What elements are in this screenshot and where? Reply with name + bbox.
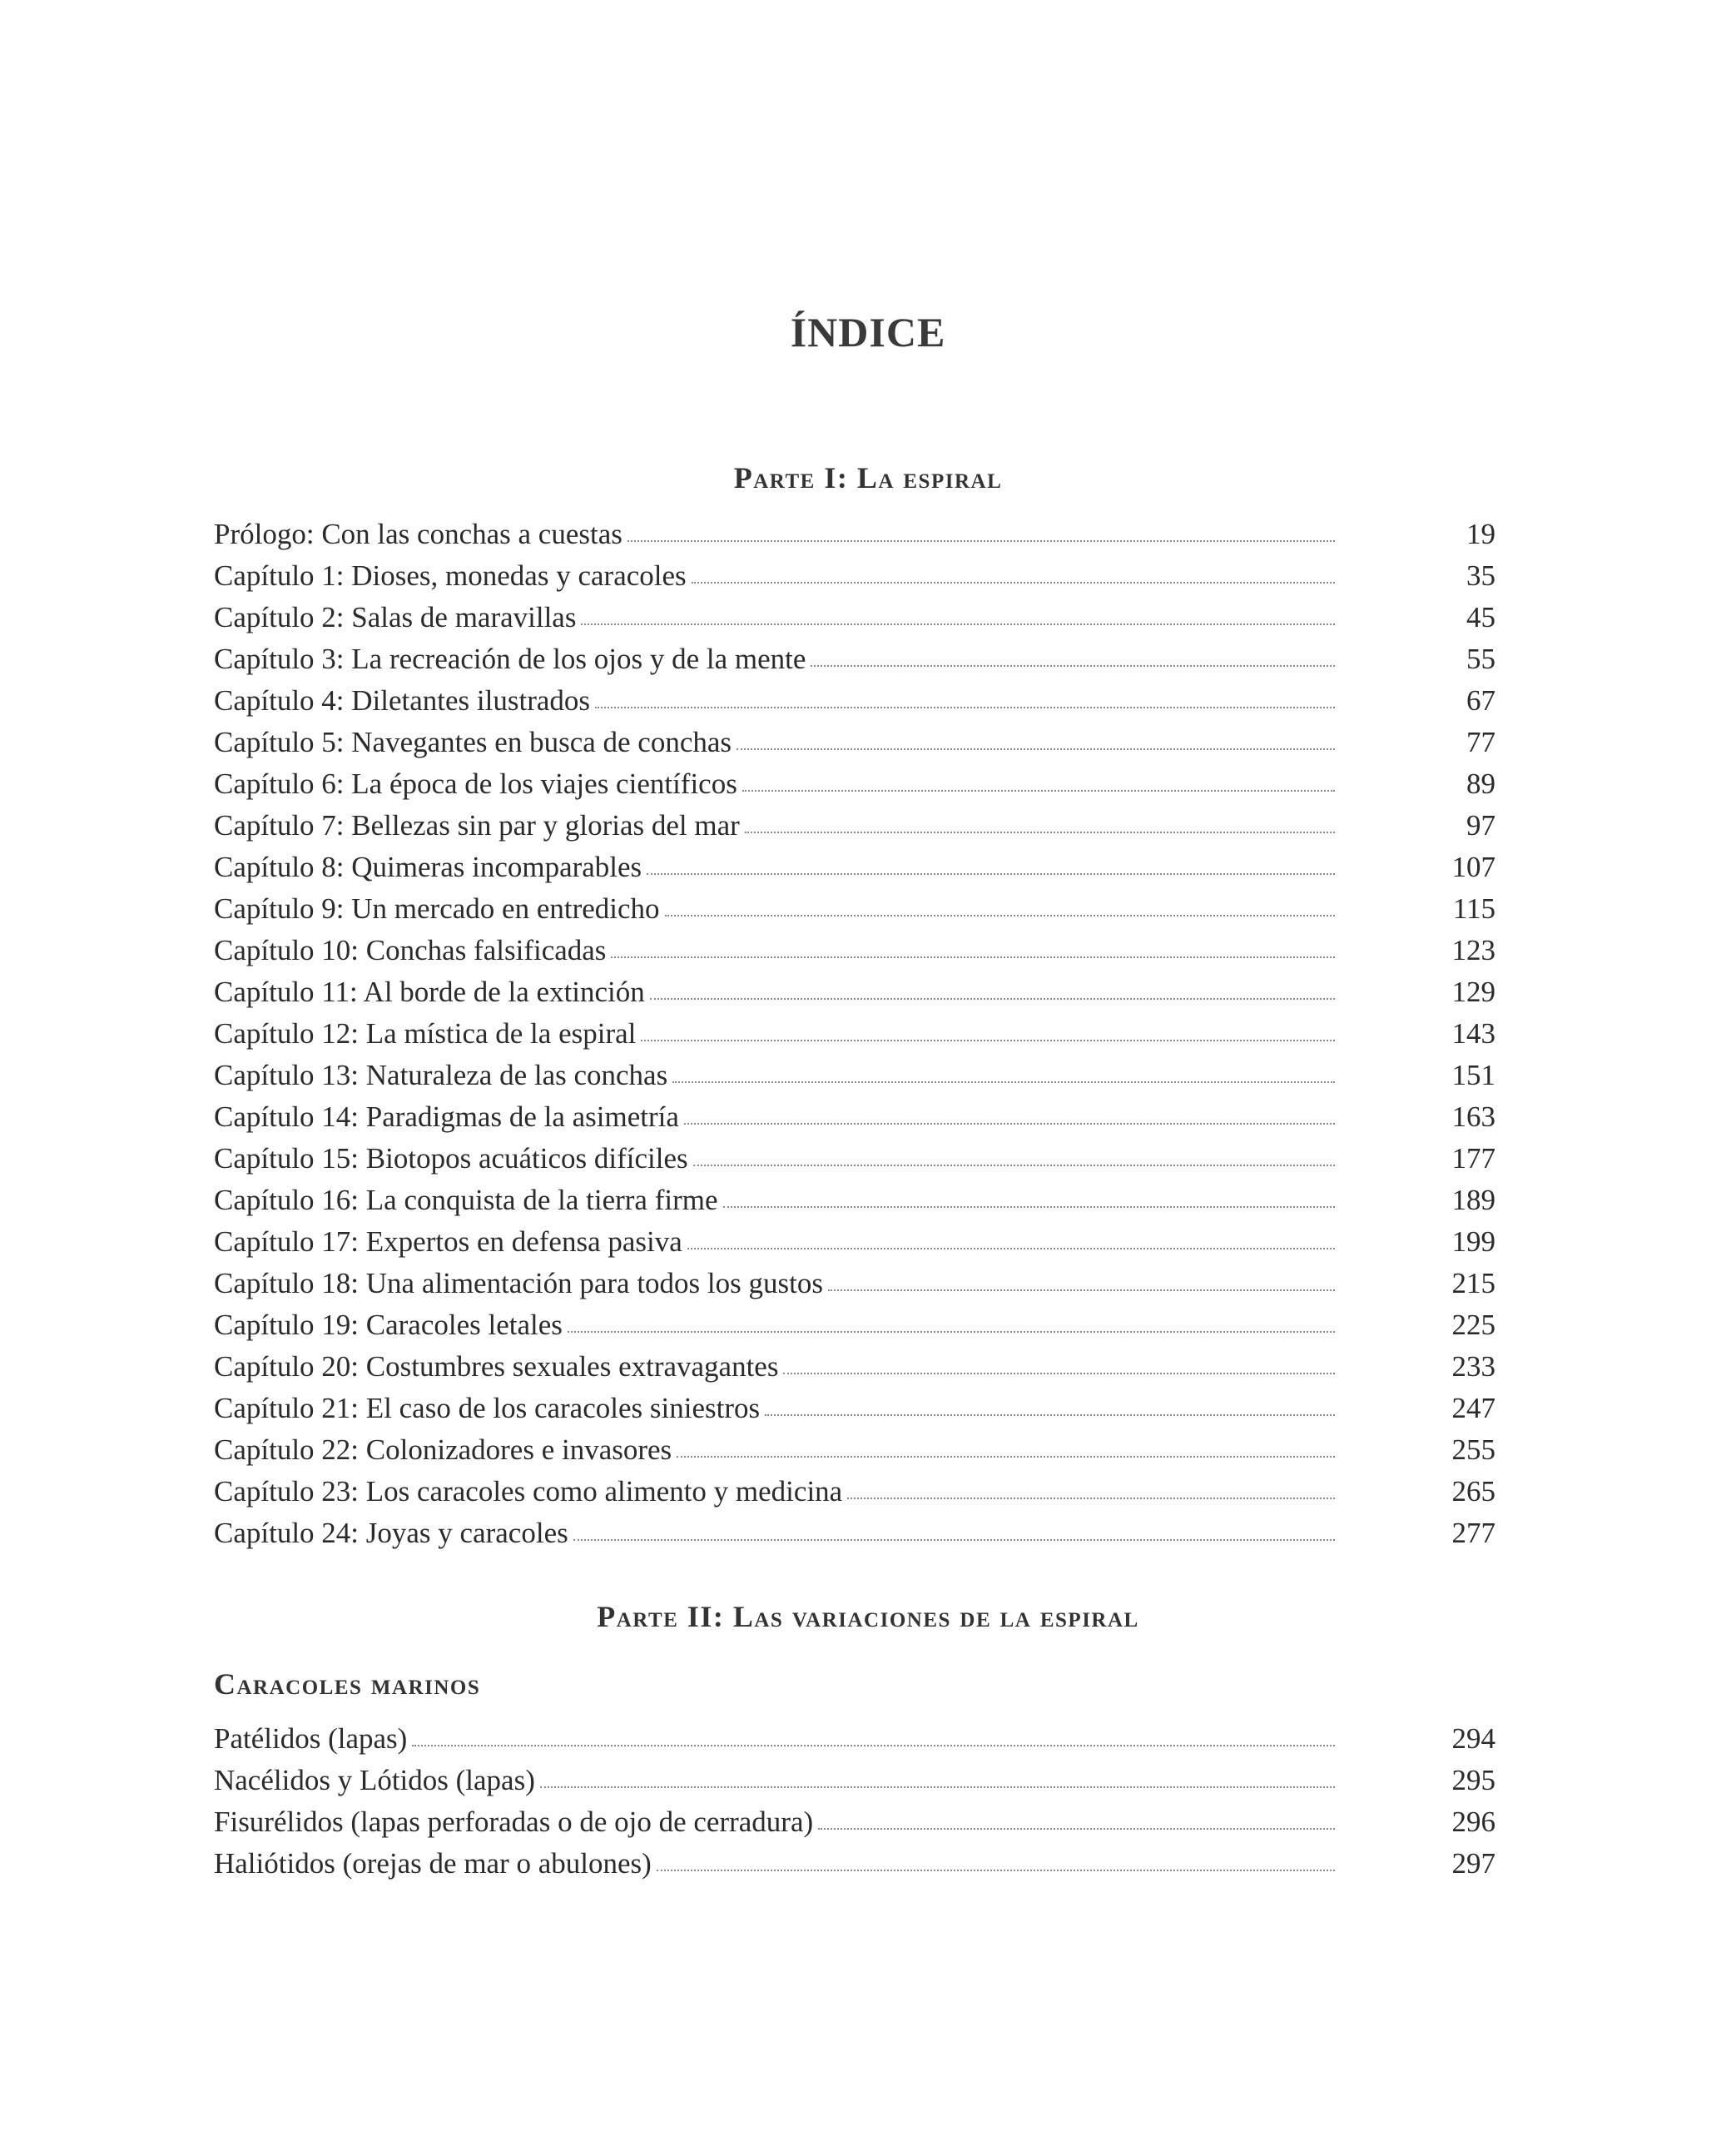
toc-entry [214, 1760, 1495, 1801]
dot-leader [745, 832, 1335, 833]
toc-entry-page-number: 19 [1466, 518, 1495, 550]
toc-entry [214, 1346, 1495, 1388]
toc-entry-title: Capítulo 15: Biotopos acuáticos difíciles [214, 1142, 688, 1175]
toc-entry [214, 1429, 1495, 1471]
toc-entry-page-number: 77 [1466, 726, 1495, 758]
toc-entry-page-number: 151 [1451, 1059, 1495, 1091]
dot-leader [568, 1331, 1335, 1333]
toc-entry-title: Capítulo 2: Salas de maravillas [214, 601, 577, 633]
dot-leader [540, 1786, 1335, 1788]
toc-entry-title: Capítulo 23: Los caracoles como alimento y medicina [214, 1475, 843, 1508]
toc-entry-page-number: 294 [1451, 1722, 1495, 1755]
toc-entry-title: Capítulo 20: Costumbres sexuales extravagantes [214, 1350, 779, 1383]
toc-entry-page-number: 277 [1451, 1517, 1495, 1549]
toc-entry-title: Capítulo 6: La época de los viajes científicos [214, 767, 737, 800]
toc-entry [214, 1013, 1495, 1055]
dot-leader [672, 1081, 1335, 1083]
dot-leader [657, 1870, 1335, 1871]
toc-entry-page-number: 247 [1451, 1392, 1495, 1424]
dot-leader [627, 540, 1335, 542]
toc-entry [214, 930, 1495, 971]
dot-leader [684, 1123, 1335, 1125]
toc-entry [214, 1471, 1495, 1513]
dot-leader [641, 1040, 1335, 1041]
toc-entry-page-number: 297 [1451, 1847, 1495, 1880]
toc-entry [214, 555, 1495, 597]
toc-entry [214, 1304, 1495, 1346]
toc-entry-title: Capítulo 16: La conquista de la tierra firme [214, 1184, 718, 1216]
dot-leader [818, 1828, 1335, 1830]
part-1-heading: Parte I: La espiral [733, 461, 1003, 494]
toc-entry [214, 1843, 1495, 1885]
toc-entry-page-number: 255 [1451, 1433, 1495, 1466]
dot-leader [737, 748, 1335, 750]
toc-entry [214, 1801, 1495, 1843]
part-2-toc-list [214, 1718, 1495, 1885]
dot-leader [677, 1456, 1335, 1458]
toc-entry-title: Capítulo 24: Joyas y caracoles [214, 1517, 568, 1549]
toc-entry [214, 1138, 1495, 1180]
toc-entry [214, 1263, 1495, 1304]
dot-leader [693, 1165, 1335, 1166]
toc-entry-page-number: 177 [1451, 1142, 1495, 1175]
toc-entry-page-number: 115 [1452, 892, 1495, 925]
toc-entry-page-number: 55 [1466, 643, 1495, 675]
toc-entry [214, 1096, 1495, 1138]
page-title: ÍNDICE [790, 309, 946, 355]
toc-entry [214, 597, 1495, 638]
part-2-heading: Parte II: Las variaciones de la espiral [597, 1600, 1139, 1633]
toc-entry [214, 638, 1495, 680]
toc-entry-title: Capítulo 22: Colonizadores e invasores [214, 1433, 672, 1466]
toc-entry-page-number: 129 [1451, 976, 1495, 1008]
toc-entry-page-number: 295 [1451, 1764, 1495, 1796]
toc-entry [214, 1180, 1495, 1221]
toc-entry-title: Capítulo 21: El caso de los caracoles siniestros [214, 1392, 761, 1424]
toc-entry [214, 805, 1495, 847]
toc-entry-page-number: 89 [1466, 767, 1495, 800]
toc-entry [214, 1718, 1495, 1760]
dot-leader [611, 956, 1335, 958]
toc-entry-page-number: 199 [1451, 1225, 1495, 1258]
toc-entry [214, 1221, 1495, 1263]
toc-entry-page-number: 296 [1451, 1806, 1495, 1838]
toc-entry-page-number: 143 [1451, 1017, 1495, 1050]
dot-leader [783, 1373, 1335, 1374]
toc-entry-page-number: 67 [1466, 684, 1495, 717]
toc-entry [214, 971, 1495, 1013]
dot-leader [692, 582, 1335, 584]
toc-entry-page-number: 233 [1451, 1350, 1495, 1383]
toc-entry-page-number: 265 [1451, 1475, 1495, 1508]
dot-leader [573, 1539, 1335, 1541]
toc-entry-title: Capítulo 14: Paradigmas de la asimetría [214, 1100, 679, 1133]
toc-entry [214, 1055, 1495, 1096]
dot-leader [828, 1289, 1335, 1291]
toc-entry-page-number: 35 [1466, 559, 1495, 592]
toc-entry-title: Prólogo: Con las conchas a cuestas [214, 518, 622, 550]
toc-entry [214, 722, 1495, 763]
dot-leader [581, 623, 1335, 625]
dot-leader [665, 915, 1335, 916]
toc-entry-page-number: 97 [1466, 809, 1495, 842]
toc-entry [214, 888, 1495, 930]
toc-entry-page-number: 107 [1451, 851, 1495, 883]
dot-leader [650, 998, 1335, 1000]
dot-leader [412, 1745, 1335, 1746]
toc-entry-title: Capítulo 17: Expertos en defensa pasiva [214, 1225, 682, 1258]
dot-leader [765, 1414, 1335, 1416]
toc-entry-title: Capítulo 18: Una alimentación para todos los gustos [214, 1267, 823, 1299]
toc-entry [214, 1513, 1495, 1554]
dot-leader [811, 665, 1335, 667]
toc-entry-title: Patélidos (lapas) [214, 1722, 408, 1755]
toc-entry-title: Capítulo 3: La recreación de los ojos y de la mente [214, 643, 806, 675]
section-heading-caracoles-marinos: Caracoles marinos [214, 1667, 481, 1701]
dot-leader [723, 1206, 1335, 1208]
toc-entry [214, 847, 1495, 888]
toc-entry [214, 514, 1495, 555]
toc-entry-title: Haliótidos (orejas de mar o abulones) [214, 1847, 652, 1880]
toc-entry-page-number: 189 [1451, 1184, 1495, 1216]
toc-entry-title: Capítulo 10: Conchas falsificadas [214, 934, 607, 966]
toc-entry-page-number: 45 [1466, 601, 1495, 633]
toc-entry-page-number: 225 [1451, 1309, 1495, 1341]
toc-entry-title: Capítulo 4: Diletantes ilustrados [214, 684, 591, 717]
toc-entry-title: Capítulo 7: Bellezas sin par y glorias del mar [214, 809, 740, 842]
toc-entry-page-number: 123 [1451, 934, 1495, 966]
toc-entry-title: Nacélidos y Lótidos (lapas) [214, 1764, 535, 1796]
dot-leader [595, 707, 1335, 708]
toc-entry-title: Capítulo 8: Quimeras incomparables [214, 851, 642, 883]
toc-entry-title: Capítulo 19: Caracoles letales [214, 1309, 563, 1341]
toc-entry-title: Capítulo 11: Al borde de la extinción [214, 976, 645, 1008]
toc-entry [214, 680, 1495, 722]
toc-entry-page-number: 215 [1451, 1267, 1495, 1299]
toc-entry-title: Capítulo 13: Naturaleza de las conchas [214, 1059, 668, 1091]
toc-entry-title: Capítulo 9: Un mercado en entredicho [214, 892, 660, 925]
dot-leader [687, 1248, 1335, 1249]
toc-entry-title: Fisurélidos (lapas perforadas o de ojo de cerradura) [214, 1806, 814, 1838]
toc-entry [214, 1388, 1495, 1429]
dot-leader [742, 790, 1335, 792]
dot-leader [647, 873, 1335, 875]
toc-entry [214, 763, 1495, 805]
part-1-toc-list [214, 514, 1495, 1554]
toc-entry-title: Capítulo 1: Dioses, monedas y caracoles [214, 559, 687, 592]
dot-leader [847, 1498, 1335, 1499]
toc-entry-title: Capítulo 12: La mística de la espiral [214, 1017, 637, 1050]
toc-entry-title: Capítulo 5: Navegantes en busca de conchas [214, 726, 732, 758]
toc-entry-page-number: 163 [1451, 1100, 1495, 1133]
